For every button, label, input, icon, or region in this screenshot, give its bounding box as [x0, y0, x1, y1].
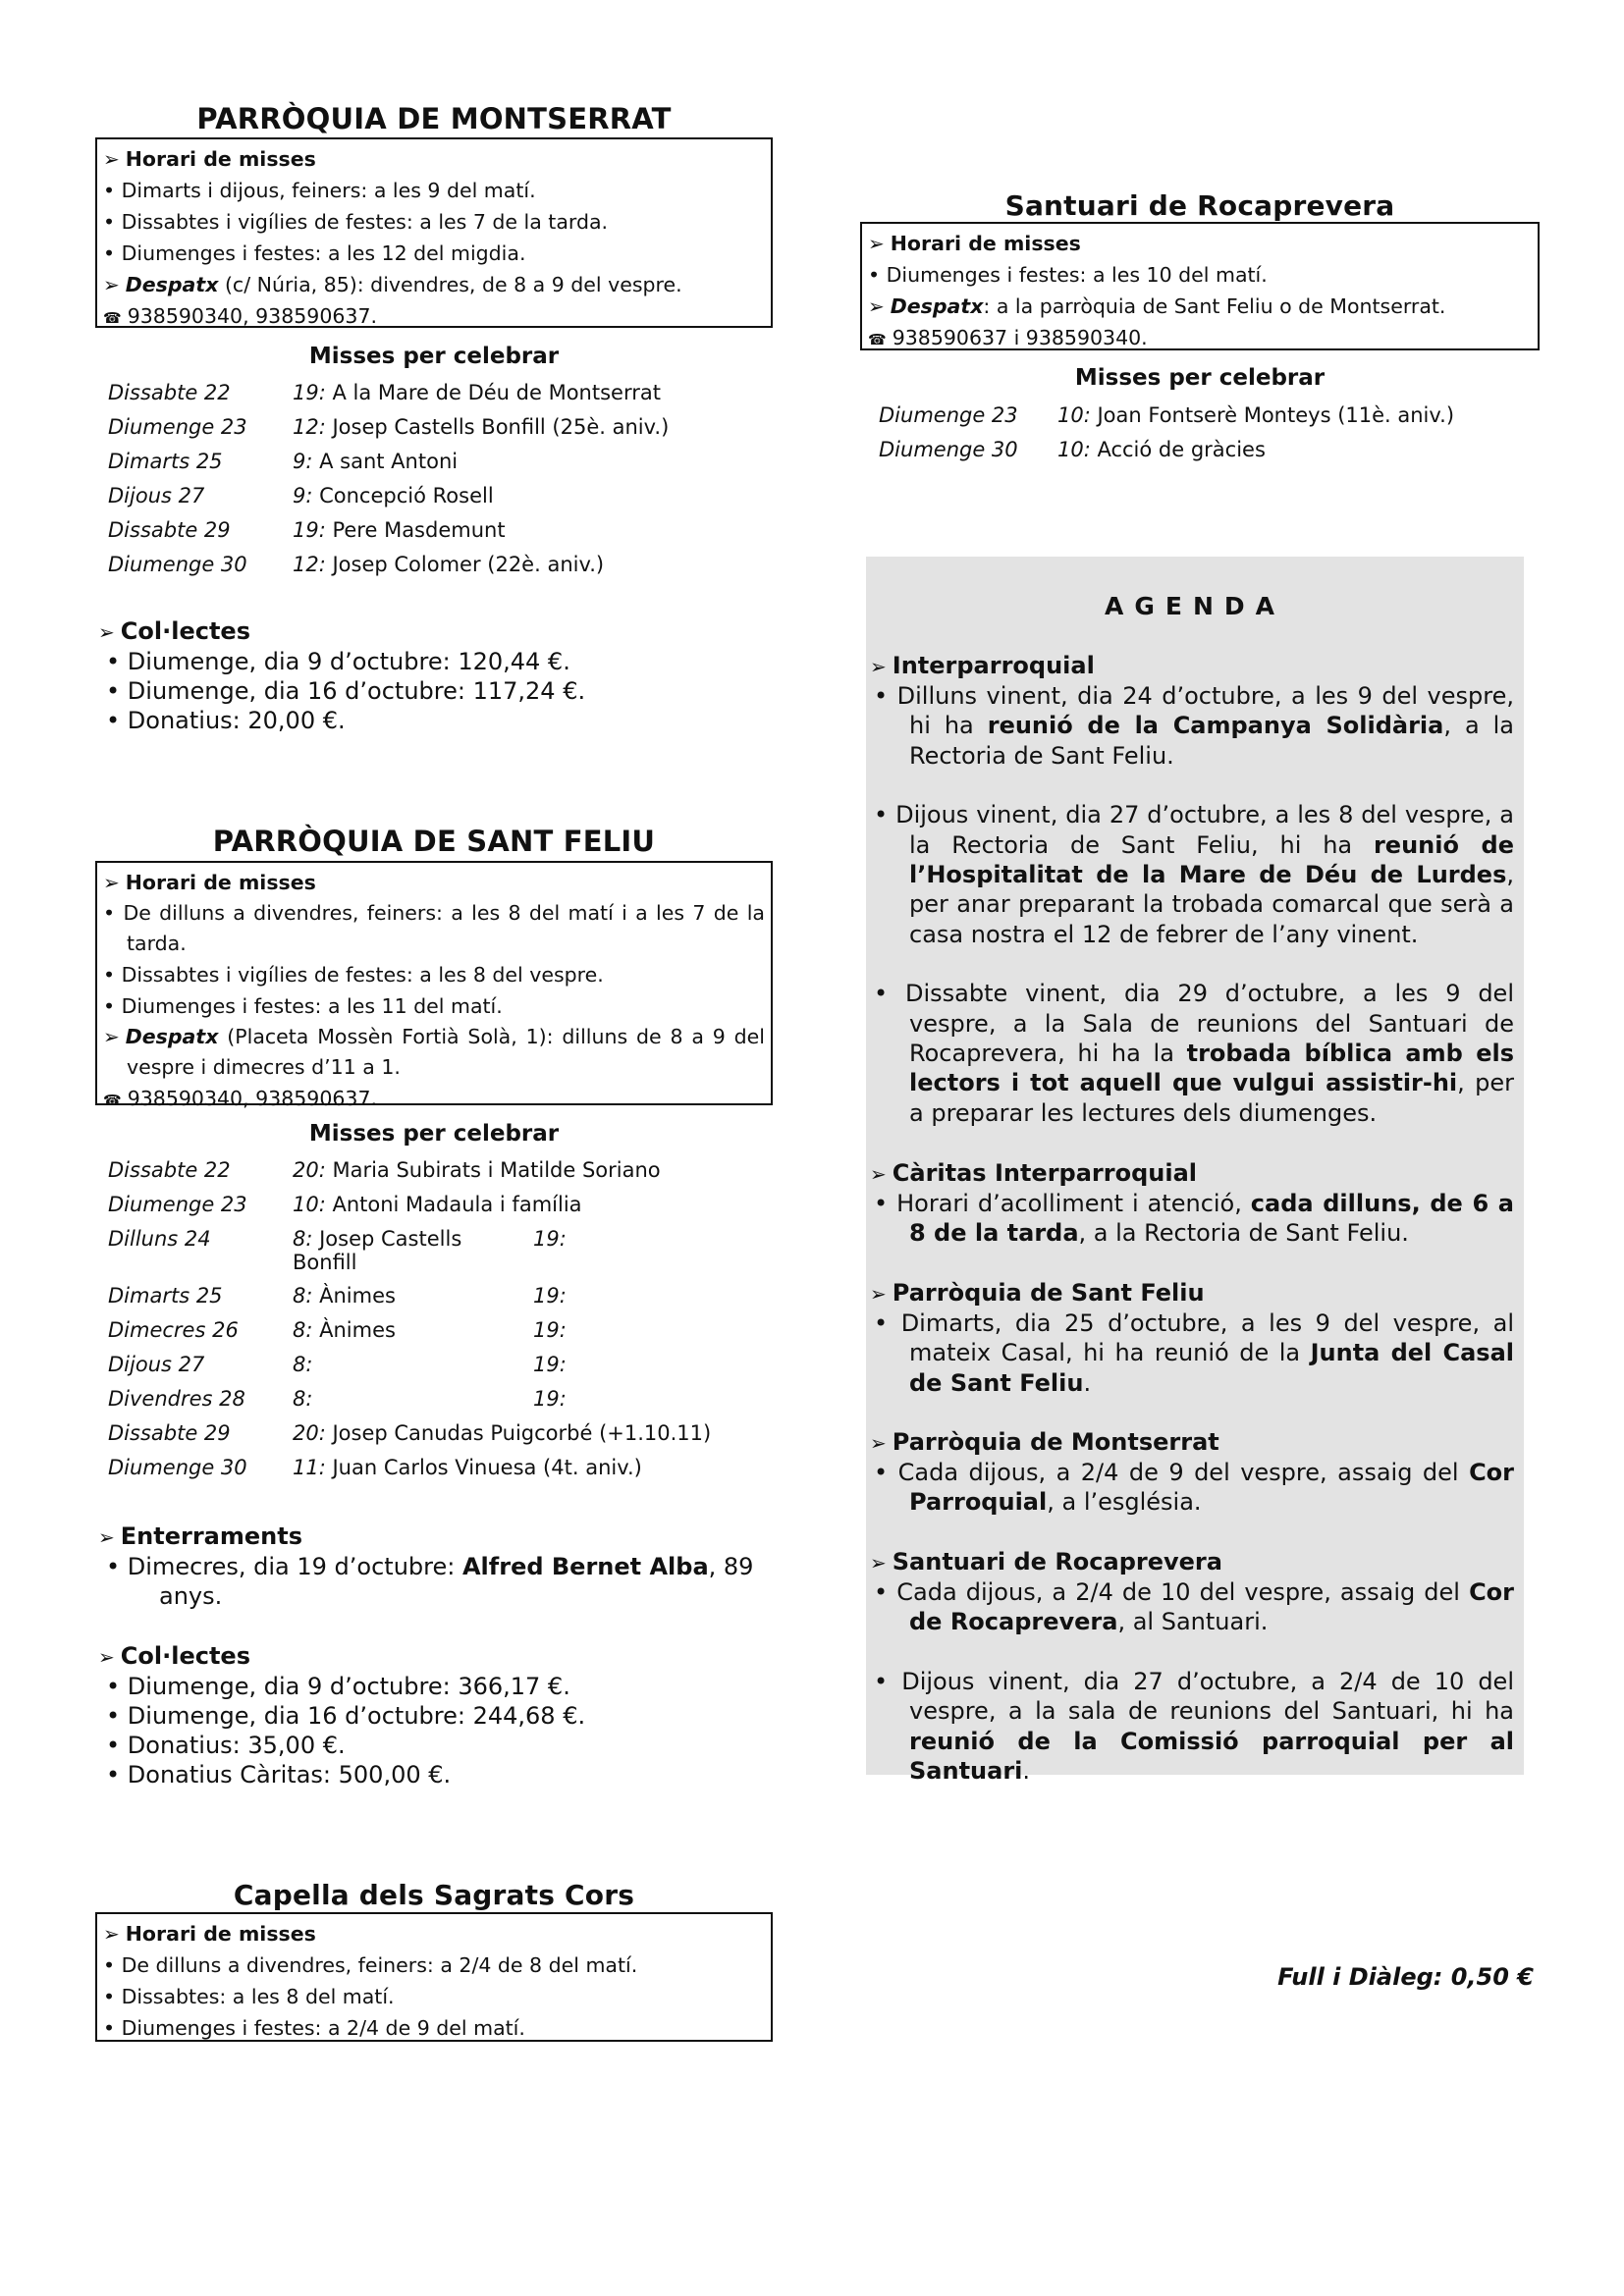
- mass-row: Dimecres 26 8: Ànimes 19:: [108, 1318, 567, 1342]
- bullet-icon: •: [106, 1761, 121, 1789]
- mass-row: Diumenge 23 10: Antoni Madaula i família: [108, 1193, 582, 1216]
- agenda-santuari: [870, 1547, 1514, 1786]
- bullet-icon: •: [103, 1953, 116, 1977]
- bullet-icon: •: [874, 1309, 889, 1337]
- bullet-icon: •: [106, 1702, 121, 1730]
- bullet-icon: •: [874, 1667, 889, 1695]
- horari-item: • Diumenges i festes: a les 10 del matí.: [868, 263, 1268, 287]
- horari-heading: ➢ Horari de misses: [103, 1922, 316, 1946]
- bullet-icon: •: [103, 210, 116, 234]
- agenda-heading: ➢ Parròquia de Montserrat: [870, 1428, 1219, 1456]
- bullet-icon: •: [874, 682, 889, 710]
- agenda-title: AGENDA: [1105, 592, 1285, 620]
- horari-item: • Diumenges i festes: a les 11 del matí.: [103, 994, 503, 1018]
- arrow-icon: ➢: [103, 1025, 120, 1048]
- arrow-icon: ➢: [868, 232, 885, 255]
- collecta-item: • Diumenge, dia 9 d’octubre: 366,17 €.: [106, 1673, 570, 1700]
- agenda-caritas: [870, 1158, 1514, 1249]
- horari-item: • De dilluns a divendres, feiners: a les 8 del matí i a les 7 de la tarda.: [103, 901, 765, 955]
- santfeliu-misses-heading: Misses per celebrar: [308, 1121, 560, 1147]
- arrow-icon: ➢: [98, 1645, 115, 1669]
- agenda-heading: ➢ Càritas Interparroquial: [870, 1159, 1197, 1187]
- bullet-icon: •: [103, 1985, 116, 2008]
- arrow-icon: ➢: [103, 147, 120, 171]
- mass-row: Diumenge 30 10: Acció de gràcies: [879, 438, 1266, 461]
- arrow-icon: ➢: [870, 655, 887, 678]
- collectes-heading: ➢ Col·lectes: [98, 1642, 250, 1670]
- arrow-icon: ➢: [870, 1431, 887, 1455]
- collecta-item: • Donatius Càritas: 500,00 €.: [106, 1761, 452, 1789]
- bullet-icon: •: [874, 980, 889, 1008]
- santfeliu-misses-list: [108, 1153, 766, 1485]
- bullet-icon: •: [868, 263, 881, 287]
- collecta-item: • Diumenge, dia 16 d’octubre: 117,24 €.: [106, 677, 586, 705]
- bullet-icon: •: [103, 963, 116, 987]
- collecta-item: • Diumenge, dia 9 d’octubre: 120,44 €.: [106, 648, 570, 675]
- bullet-icon: •: [103, 994, 116, 1018]
- mass-row: Dilluns 24 8: Josep Castells Bonfill 19:: [108, 1227, 567, 1274]
- santfeliu-collectes: [98, 1641, 776, 1789]
- phone-icon: ☎: [103, 309, 122, 327]
- agenda-item: • Horari d’acolliment i atenció, cada dilluns, de 6 a 8 de la tarda, a la Rectoria de Sant Feliu.: [874, 1190, 1514, 1248]
- agenda-santfeliu: [870, 1278, 1514, 1398]
- mass-row: Dissabte 22 19: A la Mare de Déu de Montserrat: [108, 381, 661, 404]
- bullet-icon: •: [103, 901, 116, 925]
- bullet-icon: •: [106, 677, 121, 705]
- agenda-item: • Dijous vinent, dia 27 d’octubre, a 2/4 de 10 del vespre, a la sala de reunions del Santuari, hi ha reunió de la Comissió parroquial per al Santuari.: [874, 1667, 1514, 1786]
- mass-row: Diumenge 30 11: Juan Carlos Vinuesa (4t. aniv.): [108, 1456, 642, 1479]
- horari-heading: ➢ Horari de misses: [103, 871, 316, 894]
- phone-line: ☎ 938590340, 938590637.: [103, 304, 378, 328]
- bullet-icon: •: [874, 1459, 889, 1486]
- mass-row: Dijous 27 8: 19:: [108, 1353, 567, 1376]
- horari-item: • Dissabtes i vigílies de festes: a les 7 de la tarda.: [103, 210, 609, 234]
- mass-row: Diumenge 23 12: Josep Castells Bonfill (25è. aniv.): [108, 415, 670, 439]
- bullet-icon: •: [106, 1553, 121, 1580]
- enterrament-item: • Dimecres, dia 19 d’octubre: Alfred Bernet Alba, 89 anys.: [106, 1553, 754, 1610]
- collecta-item: • Donatius: 20,00 €.: [106, 707, 346, 734]
- capella-horari-box: [95, 1912, 773, 2042]
- horari-item: • Dissabtes: a les 8 del matí.: [103, 1985, 395, 2008]
- montserrat-title: PARRÒQUIA DE MONTSERRAT: [196, 102, 672, 135]
- bullet-icon: •: [106, 648, 121, 675]
- santuari-title: Santuari de Rocaprevera: [1004, 189, 1395, 222]
- horari-item: • De dilluns a divendres, feiners: a 2/4 de 8 del matí.: [103, 1953, 638, 1977]
- santuari-horari-box: [860, 222, 1540, 350]
- agenda-interparroquial: [870, 651, 1514, 1128]
- agenda-item: • Cada dijous, a 2/4 de 9 del vespre, assaig del Cor Parroquial, a l’església.: [874, 1459, 1514, 1517]
- despatx: ➢ Despatx: a la parròquia de Sant Feliu o de Montserrat.: [868, 294, 1446, 318]
- collectes-heading: ➢ Col·lectes: [98, 617, 250, 645]
- montserrat-horari-box: [95, 137, 773, 328]
- arrow-icon: ➢: [103, 273, 120, 296]
- horari-item: • Diumenges i festes: a 2/4 de 9 del matí.: [103, 2016, 525, 2040]
- bullet-icon: •: [874, 1578, 889, 1606]
- bullet-icon: •: [103, 241, 116, 265]
- agenda-panel: [866, 557, 1524, 1786]
- santfeliu-horari-box: [95, 861, 773, 1110]
- price-label: Full i Diàleg: 0,50 €: [1277, 1963, 1534, 1991]
- arrow-icon: ➢: [868, 294, 885, 318]
- bullet-icon: •: [874, 801, 889, 829]
- arrow-icon: ➢: [870, 1551, 887, 1575]
- arrow-icon: ➢: [870, 1282, 887, 1306]
- bullet-icon: •: [106, 1673, 121, 1700]
- arrow-icon: ➢: [98, 1525, 115, 1549]
- bullet-icon: •: [106, 1732, 121, 1759]
- mass-row: Diumenge 30 12: Josep Colomer (22è. aniv.): [108, 553, 605, 576]
- phone-line: ☎ 938590340, 938590637.: [103, 1087, 378, 1110]
- montserrat-misses-list: [108, 376, 766, 582]
- despatx: ➢ Despatx (Placeta Mossèn Fortià Solà, 1): dilluns de 8 a 9 del vespre i dimecres d’11 a 1.: [103, 1025, 765, 1079]
- horari-item: • Dissabtes i vigílies de festes: a les 8 del vespre.: [103, 963, 604, 987]
- phone-icon: ☎: [868, 331, 887, 348]
- bullet-icon: •: [103, 179, 116, 202]
- horari-item: • Diumenges i festes: a les 12 del migdia.: [103, 241, 526, 265]
- arrow-icon: ➢: [98, 620, 115, 644]
- phone-line: ☎ 938590637 i 938590340.: [868, 326, 1148, 349]
- despatx: ➢ Despatx (c/ Núria, 85): divendres, de 8 a 9 del vespre.: [103, 273, 682, 296]
- horari-heading: ➢ Horari de misses: [868, 232, 1081, 255]
- agenda-item: • Cada dijous, a 2/4 de 10 del vespre, assaig del Cor de Rocaprevera, al Santuari.: [874, 1578, 1514, 1636]
- horari-item: • Dimarts i dijous, feiners: a les 9 del matí.: [103, 179, 536, 202]
- bullet-icon: •: [106, 707, 121, 734]
- santfeliu-enterraments: [98, 1522, 776, 1611]
- mass-row: Divendres 28 8: 19:: [108, 1387, 567, 1411]
- montserrat-misses-heading: Misses per celebrar: [308, 344, 560, 369]
- mass-row: Dijous 27 9: Concepció Rosell: [108, 484, 494, 507]
- phone-icon: ☎: [103, 1092, 122, 1109]
- agenda-item: • Dilluns vinent, dia 24 d’octubre, a les 9 del vespre, hi ha reunió de la Campanya Solidària, a la Rectoria de Sant Feliu.: [874, 682, 1514, 770]
- montserrat-collectes: [98, 616, 776, 735]
- agenda-item: • Dimarts, dia 25 d’octubre, a les 9 del vespre, al mateix Casal, hi ha reunió de la Junta del Casal de Sant Feliu.: [874, 1309, 1514, 1397]
- mass-row: Dissabte 29 19: Pere Masdemunt: [108, 518, 506, 542]
- agenda-heading: ➢ Interparroquial: [870, 652, 1095, 679]
- mass-row: Dimarts 25 8: Ànimes 19:: [108, 1284, 567, 1308]
- agenda-heading: ➢ Santuari de Rocaprevera: [870, 1548, 1222, 1575]
- santfeliu-title: PARRÒQUIA DE SANT FELIU: [212, 825, 656, 858]
- santuari-misses-list: [879, 399, 1527, 467]
- mass-row: Dimarts 25 9: A sant Antoni: [108, 450, 459, 473]
- santuari-misses-heading: Misses per celebrar: [1074, 365, 1326, 391]
- agenda-heading: ➢ Parròquia de Sant Feliu: [870, 1279, 1205, 1307]
- enterraments-heading: ➢ Enterraments: [98, 1522, 302, 1550]
- collecta-item: • Donatius: 35,00 €.: [106, 1732, 346, 1759]
- mass-row: Dissabte 29 20: Josep Canudas Puigcorbé (+1.10.11): [108, 1421, 712, 1445]
- mass-row: Dissabte 22 20: Maria Subirats i Matilde Soriano: [108, 1158, 661, 1182]
- bullet-icon: •: [103, 2016, 116, 2040]
- agenda-montserrat: [870, 1427, 1514, 1518]
- arrow-icon: ➢: [870, 1162, 887, 1186]
- mass-row: Diumenge 23 10: Joan Fontserè Monteys (11è. aniv.): [879, 403, 1455, 427]
- arrow-icon: ➢: [103, 871, 120, 894]
- arrow-icon: ➢: [103, 1922, 120, 1946]
- capella-title: Capella dels Sagrats Cors: [233, 1879, 635, 1911]
- bullet-icon: •: [874, 1190, 889, 1217]
- agenda-item: • Dissabte vinent, dia 29 d’octubre, a les 9 del vespre, a la Sala de reunions del Santuari de Rocaprevera, hi ha la trobada bíblica amb els lectors i tot aquell que vulgui assistir-hi, per a preparar les lectures dels diumenges.: [874, 980, 1515, 1127]
- collecta-item: • Diumenge, dia 16 d’octubre: 244,68 €.: [106, 1702, 586, 1730]
- horari-heading: ➢ Horari de misses: [103, 147, 316, 171]
- agenda-item: • Dijous vinent, dia 27 d’octubre, a les 8 del vespre, a la Rectoria de Sant Feliu, hi ha reunió de l’Hospitalitat de la Mare de Déu de Lurdes, per anar preparant la trobada comarcal que serà a casa nostra el 12 de febrer de l’any vinent.: [874, 801, 1514, 948]
